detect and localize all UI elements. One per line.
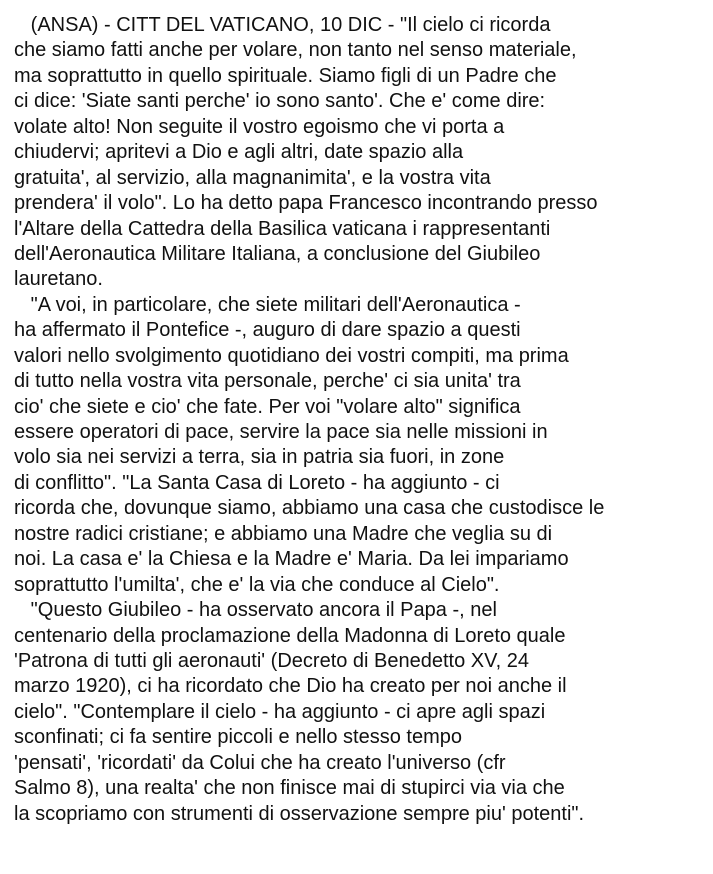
article-line: dell'Aeronautica Militare Italiana, a conclusione del Giubileo [14,242,541,265]
article-line: essere operatori di pace, servire la pace sia nelle missioni in [14,421,548,443]
article-line: volo sia nei servizi a terra, sia in patria sia fuori, in zone [14,446,505,469]
article-line: ma soprattutto in quello spirituale. Siamo figli di un Padre che [14,64,557,87]
article-line: noi. La casa e' la Chiesa e la Madre e' Maria. Da lei impariamo [14,548,569,571]
article-line: l'Altare della Cattedra della Basilica vaticana i rappresentanti [14,217,551,240]
article-line: di conflitto". "La Santa Casa di Loreto - ha aggiunto - ci [14,471,500,494]
article-line: ricorda che, dovunque siamo, abbiamo una casa che custodisce le [14,497,605,520]
article-line: 'pensati', 'ricordati' da Colui che ha creato l'universo (cfr [14,751,506,774]
article-line: prendera' il volo". Lo ha detto papa Francesco incontrando presso [14,192,598,215]
article-line: marzo 1920), ci ha ricordato che Dio ha creato per noi anche il [14,675,567,698]
article-line: Salmo 8), una realta' che non finisce mai di stupirci via via che [14,777,565,800]
article-line: chiudervi; apritevi a Dio e agli altri, date spazio alla [14,141,464,164]
article-line: ha affermato il Pontefice -, auguro di dare spazio a questi [14,319,521,342]
article-line: sconfinati; ci fa sentire piccoli e nello stesso tempo [14,726,462,749]
article-line: che siamo fatti anche per volare, non tanto nel senso materiale, [14,39,577,62]
article-line: volate alto! Non seguite il vostro egoismo che vi porta a [14,115,505,138]
article-line: soprattutto l'umilta', che e' la via che conduce al Cielo". [14,573,500,596]
article-line: lauretano. [14,268,103,291]
news-article-body [14,13,709,827]
article-line: di tutto nella vostra vita personale, perche' ci sia unita' tra [14,370,521,393]
article-line: 'Patrona di tutti gli aeronauti' (Decreto di Benedetto XV, 24 [14,649,529,672]
article-line: cielo". "Contemplare il cielo - ha aggiunto - ci apre agli spazi [14,700,546,723]
article-line: ci dice: 'Siate santi perche' io sono santo'. Che e' come dire: [14,90,546,113]
article-line: (ANSA) - CITT DEL VATICANO, 10 DIC - "Il cielo ci ricorda [14,14,551,36]
article-line: cio' che siete e cio' che fate. Per voi "volare alto" significa [14,395,521,418]
article-line: valori nello svolgimento quotidiano dei vostri compiti, ma prima [14,344,569,367]
article-line: la scopriamo con strumenti di osservazione sempre piu' potenti". [14,802,585,825]
article-line: centenario della proclamazione della Madonna di Loreto quale [14,624,566,647]
article-line: "A voi, in particolare, che siete militari dell'Aeronautica - [14,293,521,316]
article-line: nostre radici cristiane; e abbiamo una Madre che veglia su di [14,522,553,545]
article-line: "Questo Giubileo - ha osservato ancora il Papa -, nel [14,599,497,622]
article-line: gratuita', al servizio, alla magnanimita', e la vostra vita [14,166,491,189]
